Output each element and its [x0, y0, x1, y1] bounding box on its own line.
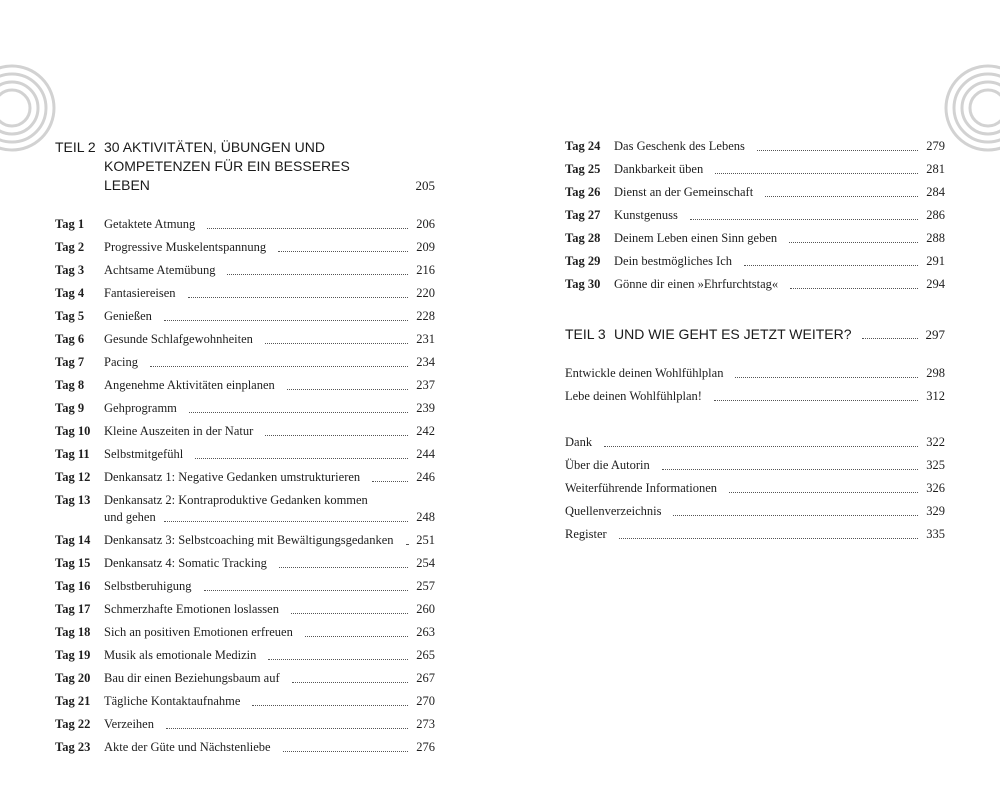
- entry-title: Selbstmitgefühl: [104, 447, 184, 461]
- day-label: Tag 15: [55, 556, 91, 570]
- page-number: 286: [926, 208, 945, 222]
- entry-title: Akte der Güte und Nächstenliebe: [104, 740, 271, 754]
- toc-entry[interactable]: [565, 457, 945, 474]
- entry-title: Fantasiereisen: [104, 286, 176, 300]
- entry-title: Deinem Leben einen Sinn geben: [614, 231, 778, 245]
- toc-entry[interactable]: [55, 469, 435, 486]
- dot-leader: [265, 343, 408, 344]
- page-number: 329: [926, 504, 945, 518]
- dot-leader: [765, 196, 918, 197]
- page-number: 220: [416, 286, 435, 300]
- page-number: 239: [416, 401, 435, 415]
- toc-entry[interactable]: [55, 578, 435, 595]
- toc-entry[interactable]: [55, 400, 435, 417]
- toc-entry[interactable]: [55, 331, 435, 348]
- entry-title: Genießen: [104, 309, 152, 323]
- page-number: 234: [416, 355, 435, 369]
- entry-title: Gesunde Schlafgewohnheiten: [104, 332, 253, 346]
- toc-right-column: [565, 138, 945, 549]
- entry-title: Entwickle deinen Wohlfühlplan: [565, 366, 724, 380]
- page-number: 284: [926, 185, 945, 199]
- dot-leader: [150, 366, 408, 367]
- page-number: 270: [416, 694, 435, 708]
- dot-leader: [166, 728, 408, 729]
- dot-leader: [252, 705, 408, 706]
- toc-entry[interactable]: [55, 647, 435, 664]
- dot-leader: [619, 538, 919, 539]
- entry-title: Pacing: [104, 355, 139, 369]
- day-label: Tag 14: [55, 533, 91, 547]
- toc-entry[interactable]: [55, 354, 435, 371]
- toc-entry[interactable]: [55, 285, 435, 302]
- entry-title: Dankbarkeit üben: [614, 162, 704, 176]
- dot-leader: [291, 613, 408, 614]
- dot-leader: [195, 458, 408, 459]
- entry-title: Über die Autorin: [565, 458, 650, 472]
- toc-entry[interactable]: [565, 207, 945, 224]
- entry-title: Quellenverzeichnis: [565, 504, 662, 518]
- dot-leader: [305, 636, 408, 637]
- day-label: Tag 4: [55, 286, 85, 300]
- toc-entry[interactable]: [565, 388, 945, 405]
- day-label: Tag 21: [55, 694, 91, 708]
- page-number: 246: [416, 470, 435, 484]
- entry-title: Das Geschenk des Lebens: [614, 139, 745, 153]
- toc-entry[interactable]: [565, 138, 945, 155]
- page-number: 244: [416, 447, 435, 461]
- dot-leader: [164, 521, 409, 522]
- entry-title: Denkansatz 3: Selbstcoaching mit Bewältigungsgedanken: [104, 533, 394, 547]
- entry-title: Dank: [565, 435, 593, 449]
- entry-title: Sich an positiven Emotionen erfreuen: [104, 625, 293, 639]
- dot-leader: [862, 338, 918, 339]
- dot-leader: [604, 446, 918, 447]
- toc-entry[interactable]: [55, 555, 435, 572]
- dot-leader: [757, 150, 918, 151]
- toc-entry[interactable]: [55, 262, 435, 279]
- toc-entry[interactable]: [55, 670, 435, 687]
- dot-leader: [372, 481, 408, 482]
- toc-entry[interactable]: [565, 276, 945, 293]
- dot-leader: [673, 515, 918, 516]
- entry-title: Musik als emotionale Medizin: [104, 648, 257, 662]
- day-label: Tag 1: [55, 217, 85, 231]
- toc-entry[interactable]: [55, 693, 435, 710]
- toc-entry[interactable]: [55, 601, 435, 618]
- toc-entry[interactable]: [565, 434, 945, 451]
- day-label: Tag 9: [55, 401, 85, 415]
- page-number: 216: [416, 263, 435, 277]
- entry-title: Progressive Muskelentspannung: [104, 240, 267, 254]
- entry-title: Kleine Auszeiten in der Natur: [104, 424, 254, 438]
- dot-leader: [714, 400, 918, 401]
- page-number: 237: [416, 378, 435, 392]
- dot-leader: [164, 320, 408, 321]
- toc-entry[interactable]: [55, 308, 435, 325]
- day-label: Tag 20: [55, 671, 91, 685]
- entry-title: Verzeihen: [104, 717, 154, 731]
- page-number: 297: [925, 327, 945, 342]
- page-number: 276: [416, 740, 435, 754]
- page-number: 298: [926, 366, 945, 380]
- entry-title: Dein bestmögliches Ich: [614, 254, 733, 268]
- entry-title: Gönne dir einen »Ehrfurchtstag«: [614, 277, 779, 291]
- toc-entry[interactable]: [565, 184, 945, 201]
- day-label: Tag 27: [565, 208, 601, 222]
- dot-leader: [204, 590, 409, 591]
- day-label: Tag 22: [55, 717, 91, 731]
- page-number: 260: [416, 602, 435, 616]
- page-number: 279: [926, 139, 945, 153]
- page-number: 267: [416, 671, 435, 685]
- page-number: 205: [415, 178, 435, 193]
- dot-leader: [227, 274, 408, 275]
- dot-leader: [268, 659, 408, 660]
- entry-title: Gehprogramm: [104, 401, 177, 415]
- day-label: Tag 12: [55, 470, 91, 484]
- entry-title: Achtsame Atemübung: [104, 263, 216, 277]
- day-label: Tag 13: [55, 493, 91, 507]
- dot-leader: [690, 219, 918, 220]
- page-number: 248: [416, 510, 435, 524]
- toc-part-2-heading[interactable]: [55, 138, 435, 195]
- toc-entry[interactable]: [55, 423, 435, 440]
- day-label: Tag 8: [55, 378, 85, 392]
- day-label: Tag 10: [55, 424, 91, 438]
- dot-leader: [278, 251, 408, 252]
- dot-leader: [715, 173, 918, 174]
- page-number: 294: [926, 277, 945, 291]
- toc-entry[interactable]: [565, 161, 945, 178]
- page-number: 206: [416, 217, 435, 231]
- toc-entry[interactable]: [565, 503, 945, 520]
- page-number: 288: [926, 231, 945, 245]
- entry-title: Denkansatz 1: Negative Gedanken umstrukturieren: [104, 470, 361, 484]
- dot-leader: [729, 492, 918, 493]
- entry-title: Getaktete Atmung: [104, 217, 196, 231]
- toc-entry[interactable]: [55, 624, 435, 641]
- page-number: 335: [926, 527, 945, 541]
- day-label: Tag 19: [55, 648, 91, 662]
- day-label: Tag 30: [565, 277, 601, 291]
- dot-leader: [188, 297, 409, 298]
- entry-title: Schmerzhafte Emotionen loslassen: [104, 602, 279, 616]
- day-label: Tag 16: [55, 579, 91, 593]
- part-title: UND WIE GEHT ES JETZT WEITER?: [614, 326, 852, 342]
- toc-entry[interactable]: [55, 216, 435, 233]
- part-title: 30 AKTIVITÄTEN, ÜBUNGEN UND KOMPETENZEN FÜR EIN BESSERES LEBEN: [104, 139, 350, 193]
- dot-leader: [790, 288, 918, 289]
- day-label: Tag 18: [55, 625, 91, 639]
- day-label: Tag 3: [55, 263, 85, 277]
- toc-entry[interactable]: [565, 365, 945, 382]
- page-number: 257: [416, 579, 435, 593]
- page-number: 242: [416, 424, 435, 438]
- part-label: TEIL 3: [565, 326, 606, 342]
- toc-entry[interactable]: [565, 253, 945, 270]
- entry-title: Selbstberuhigung: [104, 579, 192, 593]
- page-number: 312: [926, 389, 945, 403]
- entry-title: Angenehme Aktivitäten einplanen: [104, 378, 275, 392]
- day-label: Tag 2: [55, 240, 85, 254]
- page-number: 265: [416, 648, 435, 662]
- toc-entry[interactable]: [55, 446, 435, 463]
- toc-entry[interactable]: [55, 377, 435, 394]
- toc-part-3-heading[interactable]: [565, 325, 945, 344]
- day-label: Tag 11: [55, 447, 90, 461]
- dot-leader: [744, 265, 918, 266]
- page-number: 273: [416, 717, 435, 731]
- page-number: 322: [926, 435, 945, 449]
- toc-entry[interactable]: [565, 230, 945, 247]
- entry-title: Kunstgenuss: [614, 208, 678, 222]
- toc-entry[interactable]: [565, 480, 945, 497]
- part-label: TEIL 2: [55, 139, 96, 155]
- page-number: 325: [926, 458, 945, 472]
- page-number: 231: [416, 332, 435, 346]
- page-number: 228: [416, 309, 435, 323]
- day-label: Tag 25: [565, 162, 601, 176]
- entry-title: Denkansatz 2: Kontraproduktive Gedanken kommen: [104, 493, 368, 507]
- toc-entry[interactable]: [565, 526, 945, 543]
- entry-title: Lebe deinen Wohlfühlplan!: [565, 389, 702, 403]
- page-number: 281: [926, 162, 945, 176]
- toc-entry[interactable]: [55, 739, 435, 756]
- day-label: Tag 23: [55, 740, 91, 754]
- page-number: 326: [926, 481, 945, 495]
- dot-leader: [789, 242, 918, 243]
- toc-left-column: [55, 138, 435, 762]
- dot-leader: [292, 682, 409, 683]
- entry-title: Denkansatz 4: Somatic Tracking: [104, 556, 267, 570]
- day-label: Tag 17: [55, 602, 91, 616]
- entry-title: Tägliche Kontaktaufnahme: [104, 694, 241, 708]
- toc-entry[interactable]: [55, 716, 435, 733]
- day-label: Tag 24: [565, 139, 601, 153]
- day-label: Tag 7: [55, 355, 85, 369]
- dot-leader: [287, 389, 408, 390]
- dot-leader: [207, 228, 408, 229]
- page-number: 254: [416, 556, 435, 570]
- day-label: Tag 26: [565, 185, 601, 199]
- page-number: 209: [416, 240, 435, 254]
- entry-title: Dienst an der Gemeinschaft: [614, 185, 754, 199]
- day-label: Tag 29: [565, 254, 601, 268]
- dot-leader: [279, 567, 408, 568]
- page-number: 263: [416, 625, 435, 639]
- left-swirl-ornament: [0, 62, 58, 154]
- dot-leader: [189, 412, 408, 413]
- dot-leader: [662, 469, 919, 470]
- dot-leader: [406, 544, 409, 545]
- page-number: 251: [416, 533, 435, 547]
- entry-title-continued: und gehen: [104, 510, 156, 524]
- toc-entry[interactable]: [55, 492, 435, 526]
- dot-leader: [265, 435, 408, 436]
- right-swirl-ornament: [942, 62, 1000, 154]
- entry-title: Weiterführende Informationen: [565, 481, 718, 495]
- page-number: 291: [926, 254, 945, 268]
- day-label: Tag 6: [55, 332, 85, 346]
- toc-entry[interactable]: [55, 239, 435, 256]
- entry-title: Register: [565, 527, 607, 541]
- dot-leader: [283, 751, 409, 752]
- day-label: Tag 28: [565, 231, 601, 245]
- dot-leader: [735, 377, 918, 378]
- day-label: Tag 5: [55, 309, 85, 323]
- toc-entry[interactable]: [55, 532, 435, 549]
- entry-title: Bau dir einen Beziehungsbaum auf: [104, 671, 280, 685]
